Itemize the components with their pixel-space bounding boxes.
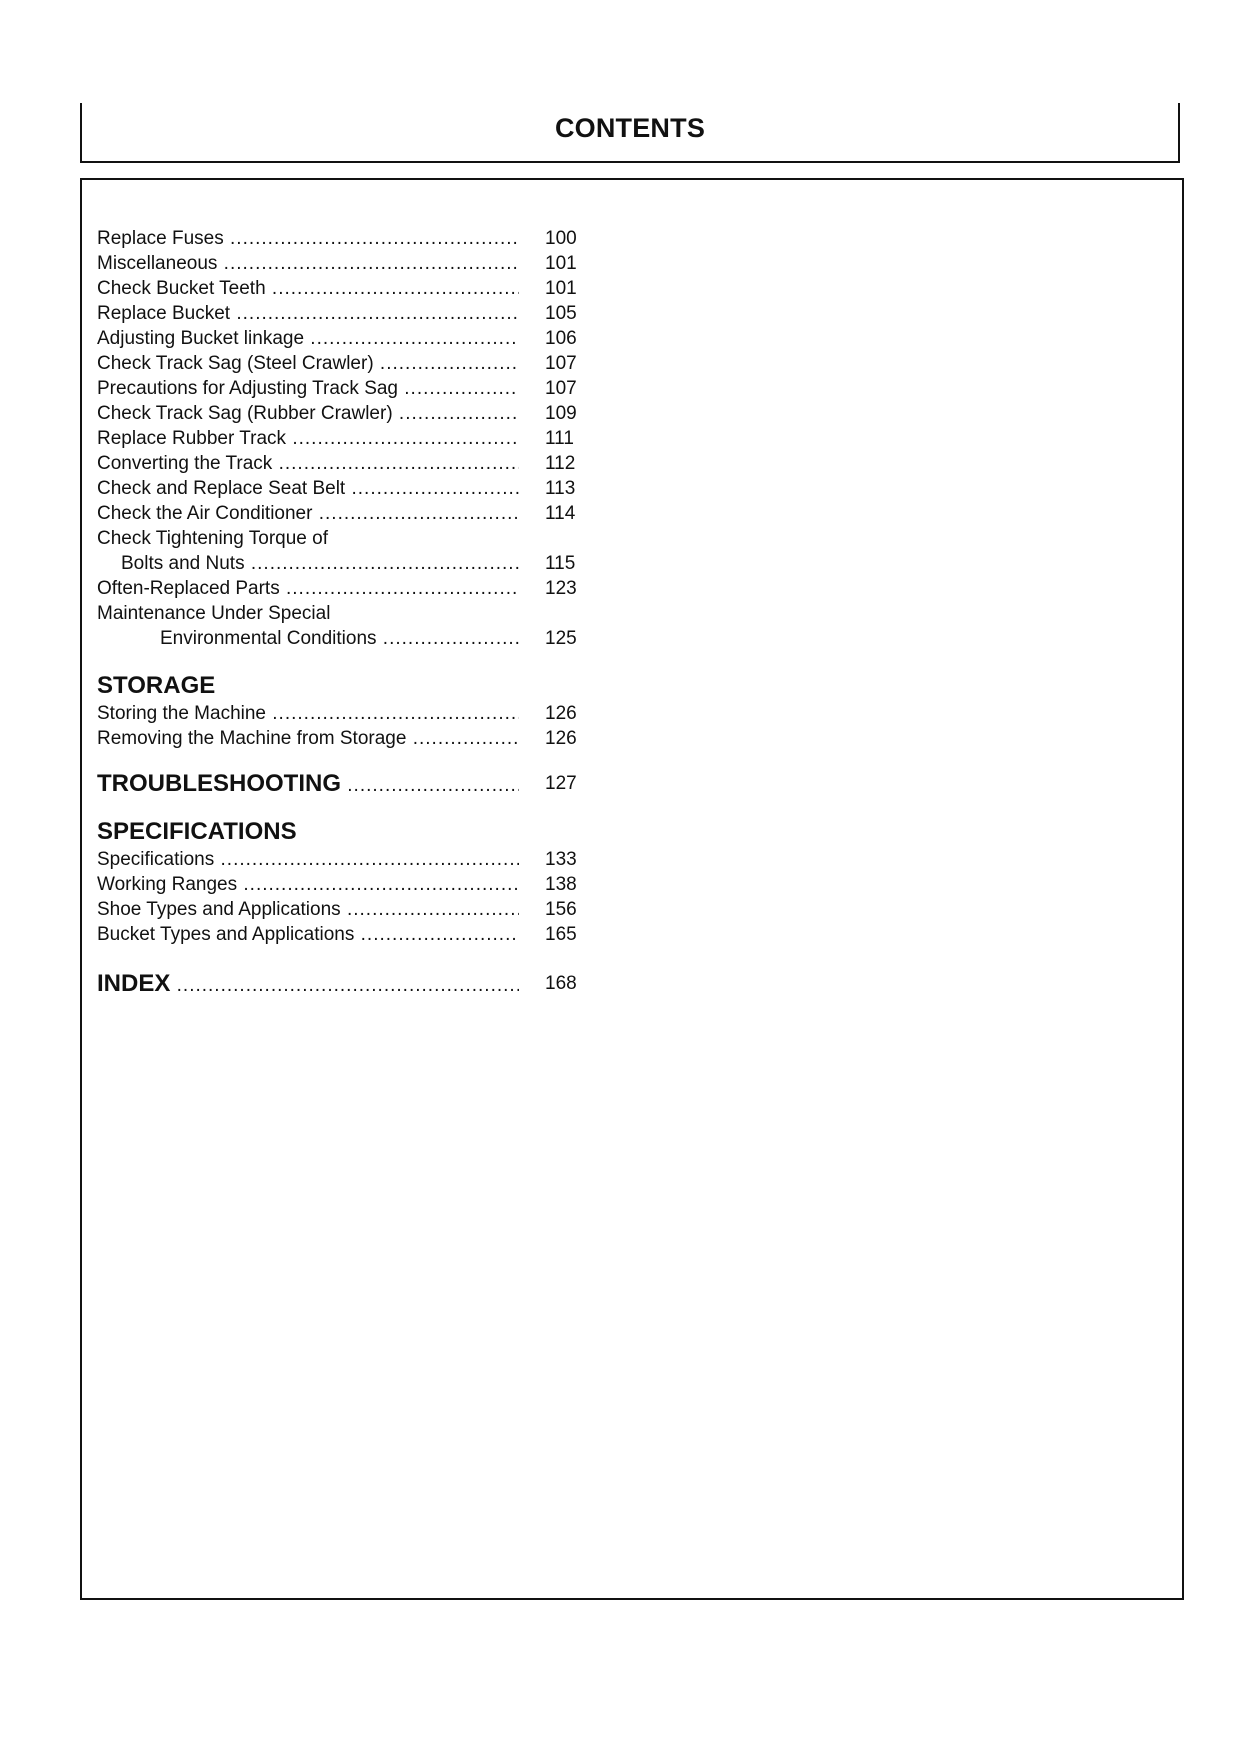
toc-entry-page: 165: [545, 924, 577, 945]
toc-entry[interactable]: [97, 476, 597, 501]
toc-entry-page: 126: [545, 703, 577, 724]
toc-entry-label: Working Ranges .....: [97, 872, 519, 897]
toc-entry[interactable]: [97, 226, 597, 251]
toc-entry-label: Maintenance Under Special: [97, 603, 331, 624]
toc-entry[interactable]: [97, 726, 597, 751]
toc-entry-label: [97, 967, 519, 1003]
toc-entry-page: 123: [545, 578, 577, 599]
toc-entry-page: 156: [545, 899, 577, 920]
toc-entry-label: Check the Air Conditioner .....: [97, 501, 519, 526]
toc-entry-label: Bucket Types and Applications .....: [97, 922, 519, 947]
toc-entry[interactable]: [97, 326, 597, 351]
toc-entry[interactable]: [97, 376, 597, 401]
section-gap: [97, 801, 597, 817]
toc-entry-page: 107: [545, 353, 577, 374]
toc-entry-page: 127: [545, 773, 577, 794]
toc-entry-page: 106: [545, 328, 577, 349]
toc-entry-label: Check Track Sag (Rubber Crawler) .....: [97, 401, 519, 426]
toc-entry-page: 101: [545, 253, 577, 274]
toc-entry-label: Check and Replace Seat Belt .....: [97, 476, 519, 501]
section-gap: [97, 651, 597, 671]
toc-entry-label: Replace Fuses .....: [97, 226, 519, 251]
toc-entry-label: Environmental Conditions .....: [97, 626, 519, 651]
toc-entry-page: 109: [545, 403, 577, 424]
toc-entry-page: 113: [545, 478, 576, 499]
toc-entry-label: Precautions for Adjusting Track Sag .....: [97, 376, 519, 401]
toc-entry-page: 168: [545, 973, 577, 994]
page-title: CONTENTS: [554, 113, 706, 143]
section-gap: [97, 947, 597, 967]
toc-entry-label: Check Track Sag (Steel Crawler) .....: [97, 351, 519, 376]
toc-entry-label: Specifications .....: [97, 847, 519, 872]
table-of-contents: [97, 226, 597, 1001]
toc-entry-label: Removing the Machine from Storage .....: [97, 726, 519, 751]
toc-entry-label: Storing the Machine .....: [97, 701, 519, 726]
toc-entry-page: 126: [545, 728, 577, 749]
toc-entry[interactable]: [97, 401, 597, 426]
toc-entry[interactable]: [97, 872, 597, 897]
toc-entry[interactable]: [97, 501, 597, 526]
toc-entry[interactable]: [97, 576, 597, 601]
toc-entry-page: 105: [545, 303, 577, 324]
section-heading-index: INDEX: [97, 970, 171, 997]
toc-entry-label: Bolts and Nuts .....: [97, 551, 519, 576]
section-heading-troubleshooting: TROUBLESHOOTING: [97, 770, 341, 797]
toc-entry-line1[interactable]: [97, 526, 597, 551]
toc-entry-page: 100: [545, 228, 577, 249]
toc-entry-page: 125: [545, 628, 577, 649]
toc-entry-label: Miscellaneous .....: [97, 251, 519, 276]
toc-entry-label: Often-Replaced Parts .....: [97, 576, 519, 601]
toc-entry-label: Replace Rubber Track .....: [97, 426, 519, 451]
toc-entry-page: 115: [545, 553, 576, 574]
toc-entry[interactable]: [97, 847, 597, 872]
toc-entry-label: Replace Bucket .....: [97, 301, 519, 326]
toc-entry[interactable]: [97, 426, 597, 451]
toc-entry-line1[interactable]: [97, 601, 597, 626]
toc-entry-line2[interactable]: [97, 626, 597, 651]
toc-entry-troubleshooting[interactable]: [97, 767, 597, 801]
section-heading-storage: STORAGE: [97, 672, 216, 699]
section-gap: [97, 751, 597, 767]
toc-entry[interactable]: [97, 451, 597, 476]
toc-entry-label: Check Bucket Teeth .....: [97, 276, 519, 301]
toc-entry-page: 133: [545, 849, 577, 870]
toc-entry-label: Shoe Types and Applications .....: [97, 897, 519, 922]
toc-entry[interactable]: [97, 922, 597, 947]
section-heading-specifications: SPECIFICATIONS: [97, 818, 297, 845]
toc-entry[interactable]: [97, 897, 597, 922]
toc-entry[interactable]: [97, 301, 597, 326]
toc-entry[interactable]: [97, 276, 597, 301]
toc-entry-page: 101: [545, 278, 577, 299]
toc-entry[interactable]: [97, 351, 597, 376]
toc-entry-label: Adjusting Bucket linkage .....: [97, 326, 519, 351]
toc-entry[interactable]: [97, 701, 597, 726]
toc-entry[interactable]: [97, 251, 597, 276]
toc-entry-page: 111: [545, 428, 574, 449]
toc-entry-line2[interactable]: [97, 551, 597, 576]
toc-entry-label: [97, 767, 519, 803]
toc-entry-label: Check Tightening Torque of: [97, 528, 328, 549]
toc-entry-page: 138: [545, 874, 577, 895]
toc-entry-page: 112: [545, 453, 576, 474]
toc-entry-page: 107: [545, 378, 577, 399]
toc-entry-label: Converting the Track .....: [97, 451, 519, 476]
toc-entry-page: 114: [545, 503, 576, 524]
header-frame: [80, 103, 1180, 163]
toc-entry-index[interactable]: [97, 967, 597, 1001]
